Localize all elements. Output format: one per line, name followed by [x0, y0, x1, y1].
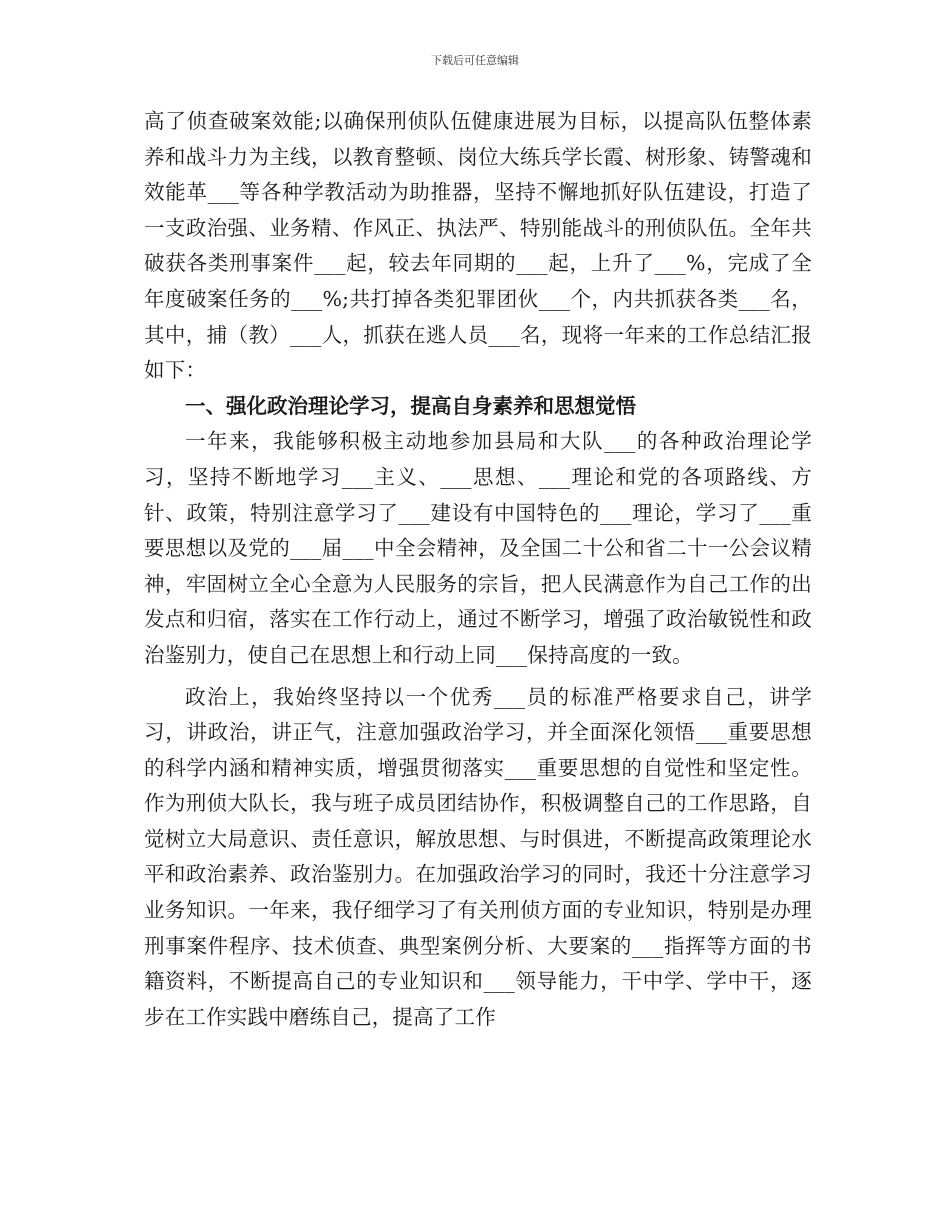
intro-paragraph: 高了侦查破案效能;以确保刑侦队伍健康进展为目标，以提高队伍整体素养和战斗力为主线，以教育整顿、岗位大练兵学长霞、树形象、铸警魂和效能革___等各种学教活动为助推器，坚持不懈地抓好队伍建设，打造了一支政治强、业务精、作风正、执法严、特别能战斗的刑侦队伍。全年共破获各类刑事案件___起，较去年同期的___起，上升了___%，完成了全年度破案任务的___%;共打掉各类犯罪团伙___个，内共抓获各类___名，其中，捕（教）___人，抓获在逃人员___名，现将一年来的工作总结汇报如下：	[144, 109, 812, 383]
document-body	[144, 104, 812, 1035]
paragraph-politics: 政治上，我始终坚持以一个优秀___员的标准严格要求自己，讲学习，讲政治，讲正气，注意加强政治学习，并全面深化领悟___重要思想的科学内涵和精神实质，增强贯彻落实___重要思想的自觉性和坚定性。作为刑侦大队长，我与班子成员团结协作，积极调整自己的工作思路，自觉树立大局意识、责任意识，解放思想、与时俱进，不断提高政策理论水平和政治素养、政治鉴别力。在加强政治学习的同时，我还十分注意学习业务知识。一年来，我仔细学习了有关刑侦方面的专业知识，特别是办理刑事案件程序、技术侦查、典型案例分析、大要案的___指挥等方面的书籍资料，不断提高自己的专业知识和___领导能力，干中学、学中干，逐步在工作实践中磨练自己，提高了工作	[144, 684, 812, 1029]
paragraph-study: 一年来，我能够积极主动地参加县局和大队___的各种政治理论学习，坚持不断地学习___主义、___思想、___理论和党的各项路线、方针、政策，特别注意学习了___建设有中国特色的___理论，学习了___重要思想以及党的___届___中全会精神，及全国二十公和省二十一公会议精神，牢固树立全心全意为人民服务的宗旨，把人民满意作为自己工作的出发点和归宿，落实在工作行动上，通过不断学习，增强了政治敏锐性和政治鉴别力，使自己在思想上和行动上同___保持高度的一致。	[144, 429, 812, 667]
page-header: 下载后可任意编辑	[431, 54, 519, 67]
section-heading: 一、强化政治理论学习，提高自身素养和思想觉悟	[185, 393, 636, 418]
